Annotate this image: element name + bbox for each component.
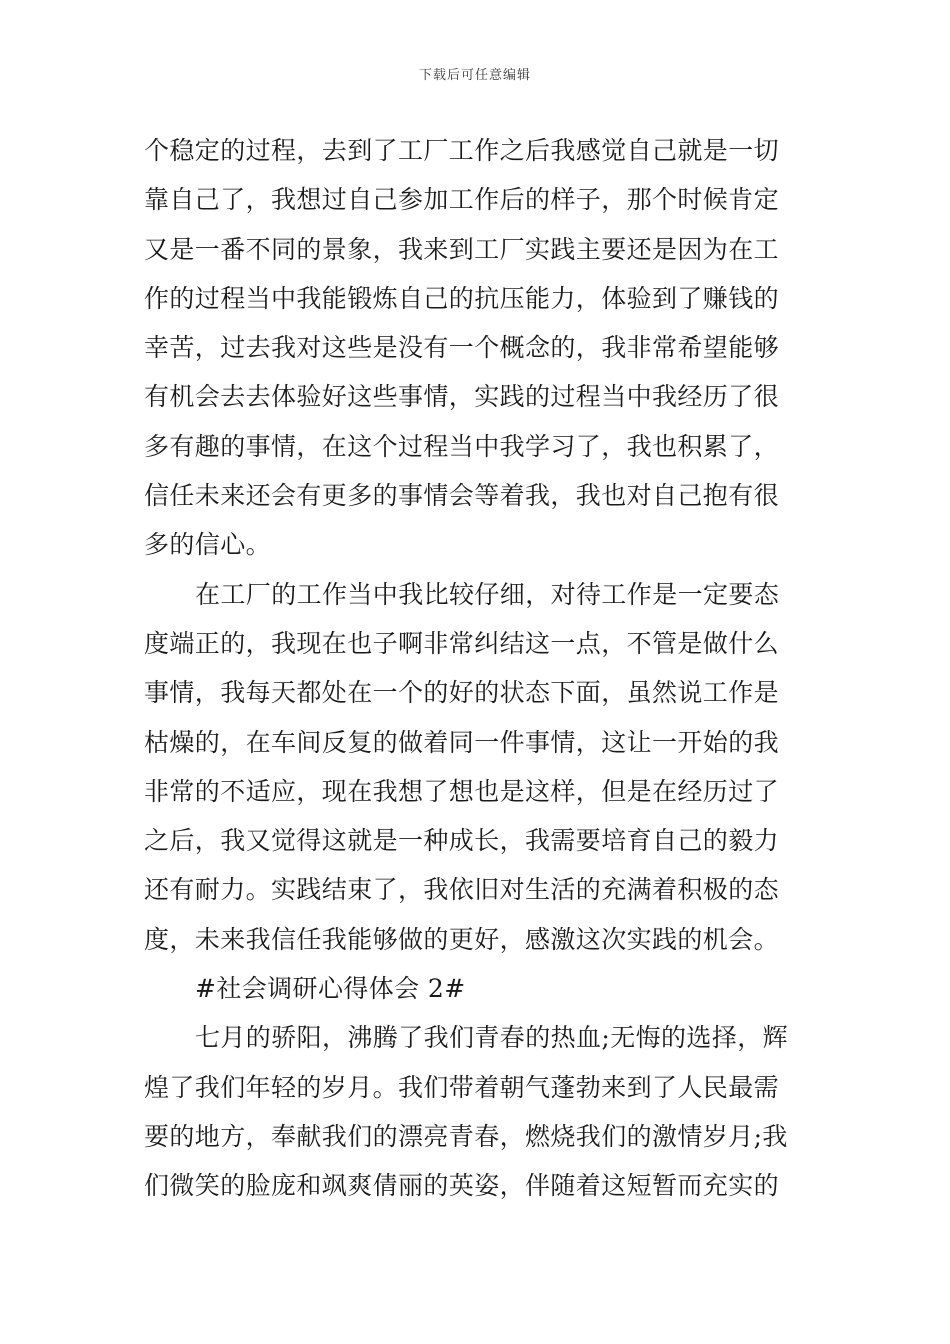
text-line: 个稳定的过程，去到了工厂工作之后我感觉自己就是一切 <box>144 136 780 165</box>
text-line: 有机会去去体验好这些事情，实践的过程当中我经历了很 <box>144 382 780 412</box>
text-line: 枯燥的，在车间反复的做着同一件事情，这让一开始的我 <box>144 727 780 757</box>
text-line: 度端正的，我现在也子啊非常纠结这一点，不管是做什么 <box>144 628 780 658</box>
document-body <box>144 126 808 1211</box>
text-line: 又是一番不同的景象，我来到工厂实践主要还是因为在工 <box>144 234 780 264</box>
text-line: 非常的不适应，现在我想了想也是这样，但是在经历过了 <box>144 776 780 806</box>
text-line: 信任未来还会有更多的事情会等着我，我也对自己抱有很 <box>144 481 780 511</box>
section-heading <box>144 964 808 1013</box>
text-line: 多有趣的事情，在这个过程当中我学习了，我也积累了， <box>144 431 780 461</box>
text-line: 作的过程当中我能锻炼自己的抗压能力，体验到了赚钱的 <box>144 283 780 313</box>
text-line: 靠自己了，我想过自己参加工作后的样子，那个时候肯定 <box>144 185 780 215</box>
text-line: 煌了我们年轻的岁月。我们带着朝气蓬勃来到了人民最需 <box>144 1072 780 1102</box>
text-line: 七月的骄阳，沸腾了我们青春的热血;无悔的选择，辉 <box>195 1023 789 1053</box>
text-line: 度，未来我信任我能够做的更好，感激这次实践的机会。 <box>144 924 780 954</box>
paragraph-1 <box>144 126 808 570</box>
text-line: 多的信心。 <box>144 530 272 560</box>
text-line: 要的地方，奉献我们的漂亮青春，燃烧我们的激情岁月;我 <box>144 1121 788 1151</box>
page-header: 下载后可任意编辑 <box>418 68 531 83</box>
section-heading-text: #社会调研心得体会 2# <box>195 974 466 1004</box>
text-line: 之后，我又觉得这就是一种成长，我需要培育自己的毅力 <box>144 826 780 856</box>
paragraph-2 <box>144 570 808 964</box>
paragraph-3 <box>144 1013 808 1210</box>
text-line: 在工厂的工作当中我比较仔细，对待工作是一定要态 <box>195 579 780 609</box>
text-line: 事情，我每天都处在一个的好的状态下面，虽然说工作是 <box>144 678 780 708</box>
text-line: 们微笑的脸庞和飒爽倩丽的英姿，伴随着这短暂而充实的 <box>144 1171 780 1201</box>
text-line: 还有耐力。实践结束了，我依旧对生活的充满着积极的态 <box>144 875 780 905</box>
text-line: 幸苦，过去我对这些是没有一个概念的，我非常希望能够 <box>144 333 780 363</box>
